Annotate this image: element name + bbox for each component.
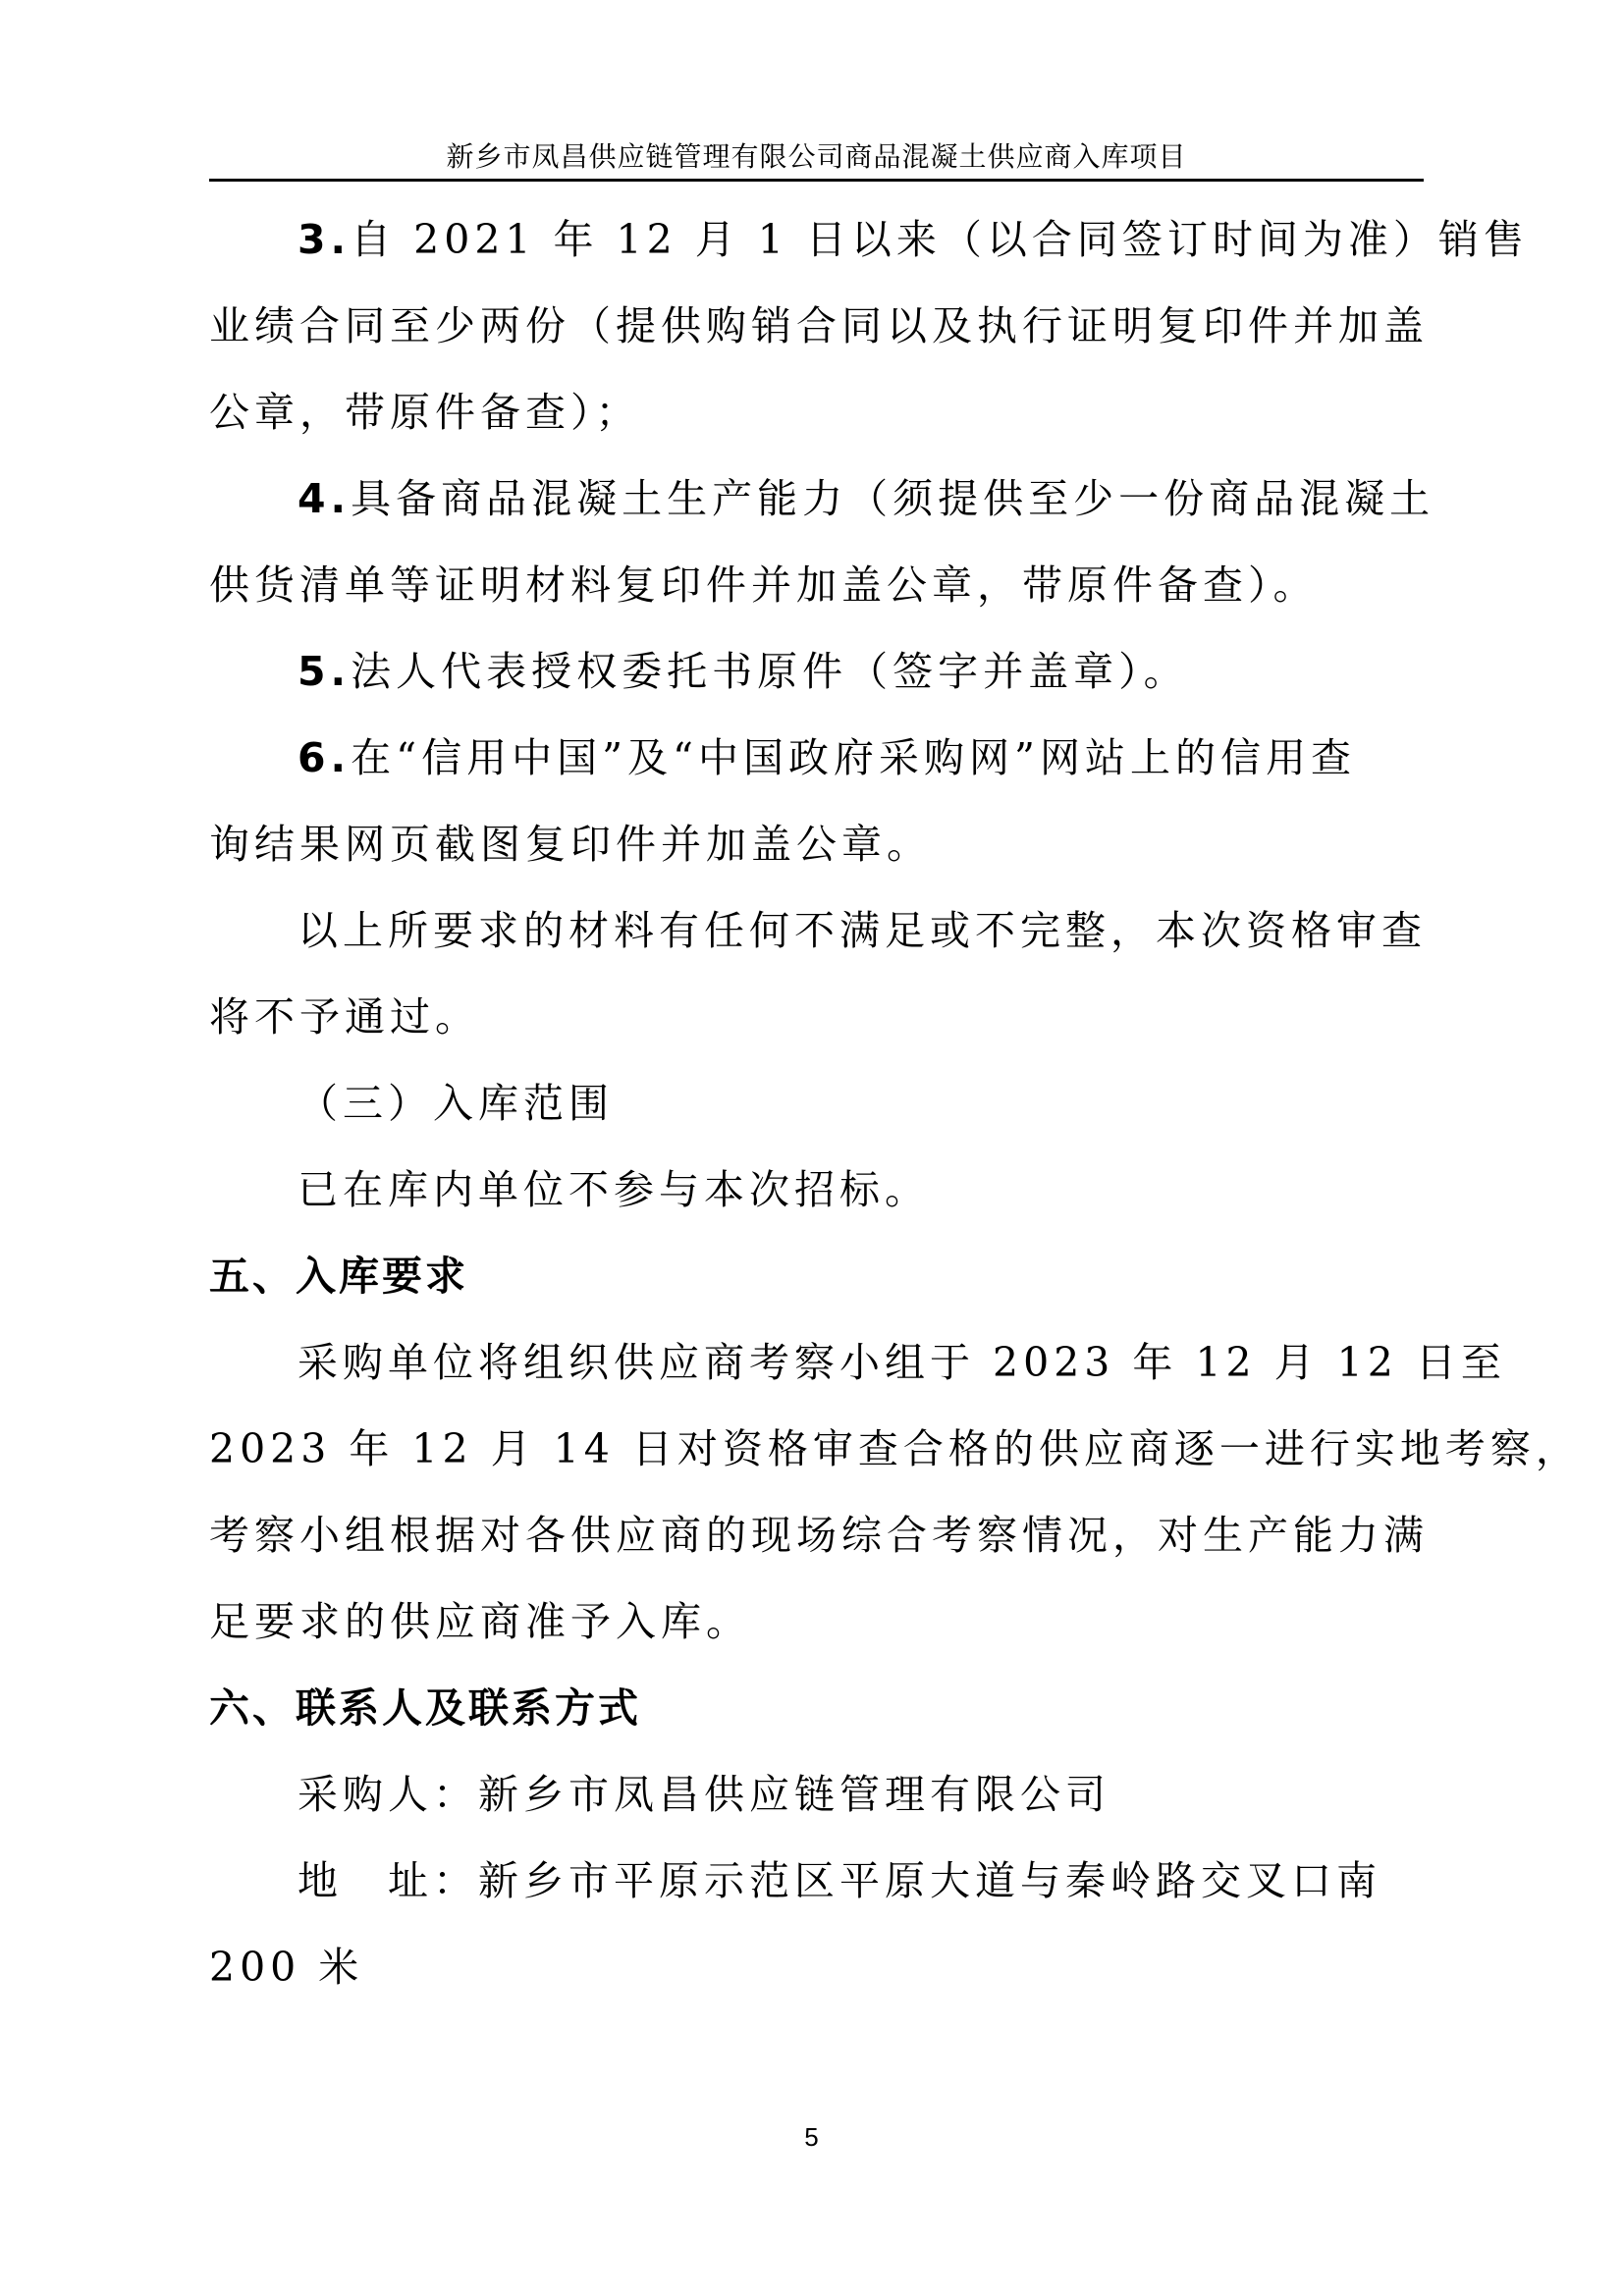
section-5-line-2: 2023 年 12 月 14 日对资格审查合格的供应商逐一进行实地考察， (209, 1425, 1581, 1472)
running-header: 新乡市凤昌供应链管理有限公司商品混凝土供应商入库项目 (446, 140, 1187, 173)
item-3-text-1: 自 2021 年 12 月 1 日以来（以合同签订时间为准）销售 (351, 216, 1529, 263)
address-line-2: 200 米 (209, 1944, 364, 1991)
item-4-line-1 (209, 455, 1435, 542)
item-5-line-1 (209, 628, 1424, 715)
item-3-line-2: 业绩合同至少两份（提供购销合同以及执行证明复印件并加盖 (209, 302, 1429, 349)
item-5-text-1: 法人代表授权委托书原件（签字并盖章）。 (351, 648, 1189, 695)
item-6-line-2: 询结果网页截图复印件并加盖公章。 (209, 821, 932, 868)
header-rule (209, 179, 1424, 182)
item-4-number: 4. (298, 475, 352, 522)
section-5-title: 五、入库要求 (209, 1253, 468, 1300)
subsection-3-text: 已在库内单位不参与本次招标。 (298, 1166, 930, 1213)
page-number: 5 (804, 2122, 819, 2152)
item-6-text-1: 在“信用中国”及“中国政府采购网”网站上的信用查 (351, 734, 1356, 781)
purchaser-line: 采购人：新乡市凤昌供应链管理有限公司 (298, 1771, 1110, 1818)
section-6-title: 六、联系人及联系方式 (209, 1684, 641, 1732)
item-3-number: 3. (298, 216, 352, 263)
item-3-line-3: 公章，带原件备查）； (209, 389, 641, 436)
subsection-3-title: （三）入库范围 (298, 1080, 614, 1127)
notice-line-2: 将不予通过。 (209, 993, 480, 1041)
item-5-number: 5. (298, 648, 352, 695)
item-3-line-1 (209, 196, 1529, 283)
address-line-1: 地 址：新乡市平原示范区平原大道与秦岭路交叉口南 (298, 1857, 1381, 1904)
item-4-text-1: 具备商品混凝土生产能力（须提供至少一份商品混凝土 (351, 475, 1435, 522)
document-body (209, 196, 1581, 2010)
section-5-line-4: 足要求的供应商准予入库。 (209, 1598, 751, 1645)
section-5-line-1: 采购单位将组织供应商考察小组于 2023 年 12 月 12 日至 (298, 1339, 1506, 1386)
item-6-number: 6. (298, 734, 352, 781)
item-6-line-1 (209, 715, 1424, 801)
section-5-line-3: 考察小组根据对各供应商的现场综合考察情况，对生产能力满 (209, 1512, 1429, 1559)
item-4-line-2: 供货清单等证明材料复印件并加盖公章，带原件备查）。 (209, 561, 1319, 609)
notice-line-1: 以上所要求的材料有任何不满足或不完整，本次资格审查 (298, 907, 1427, 954)
